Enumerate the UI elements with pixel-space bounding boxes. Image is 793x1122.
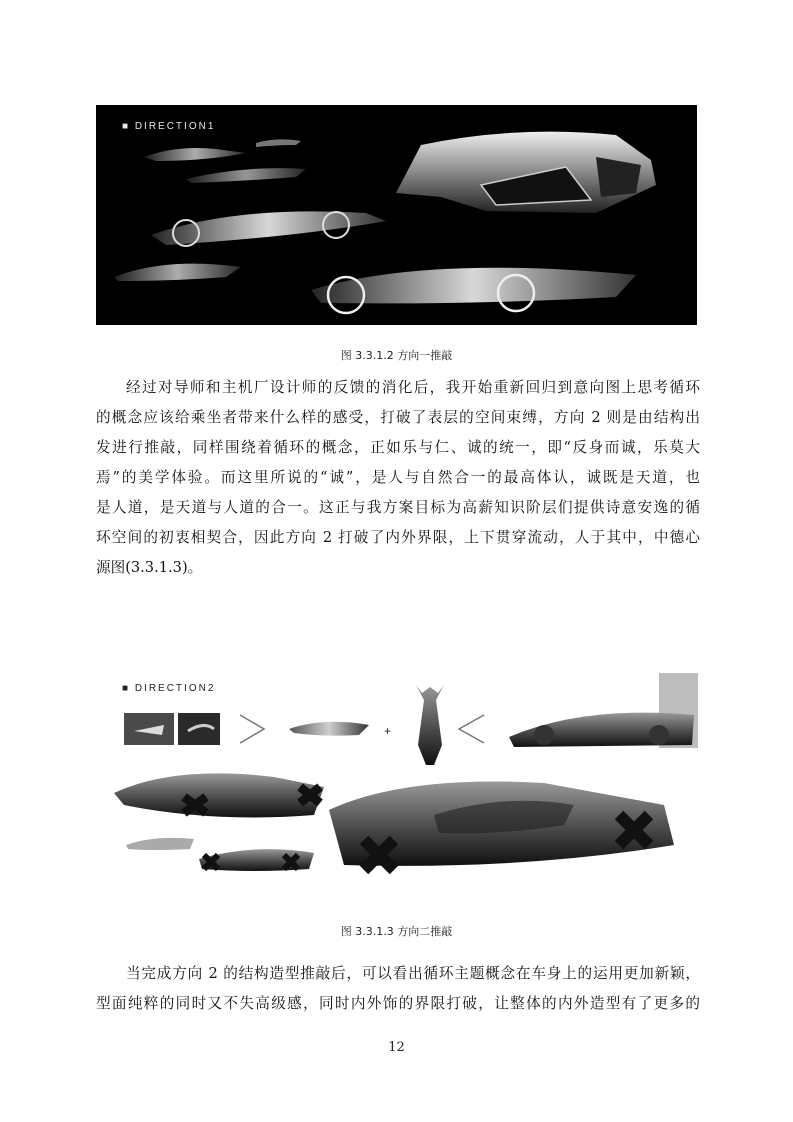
paragraph-line: 焉”的美学体验。而这里所说的“诚”，是人与自然合一的最高体认，诚既是天道，也: [96, 469, 700, 486]
body-paragraph-1: [96, 373, 700, 583]
paragraph-line: 环空间的初衷相契合，因此方向 2 打破了内外界限，上下贯穿流动，人于其中，中德心: [96, 529, 700, 546]
paragraph-line: 源图(3.3.1.3)。: [96, 559, 203, 576]
paragraph-line: 发进行推敲，同样围绕着循环的概念，正如乐与仁、诚的统一，即“反身而诚，乐莫大: [96, 439, 700, 456]
figure2-header: ■ DIRECTION2: [122, 683, 216, 694]
paragraph-line: 是人道，是天道与人道的合一。这正与我方案目标为高薪知识阶层们提供诗意安逸的循: [96, 499, 700, 516]
body-paragraph-2: [96, 959, 700, 1019]
paragraph-line: 当完成方向 2 的结构造型推敲后，可以看出循环主题概念在车身上的运用更加新颖，: [126, 965, 700, 982]
page-number: 12: [388, 1040, 405, 1055]
figure1-caption: 图 3.3.1.2 方向一推敲: [340, 349, 453, 362]
paragraph-line: 经过对导师和主机厂设计师的反馈的消化后，我开始重新回归到意向图上思考循环: [126, 379, 700, 396]
paragraph-line: 型面纯粹的同时又不失高级感，同时内外饰的界限打破，让整体的内外造型有了更多的: [96, 995, 700, 1012]
figure-direction1-image: [96, 105, 697, 325]
paragraph-line: 的概念应该给乘坐者带来什么样的感受，打破了表层的空间束缚，方向 2 则是由结构出: [96, 409, 700, 426]
figure2-caption: 图 3.3.1.3 方向二推敲: [340, 925, 453, 938]
figure1-header: ■ DIRECTION1: [122, 121, 216, 132]
figure-direction2-image: [104, 665, 698, 893]
plus-sign: +: [384, 724, 392, 738]
